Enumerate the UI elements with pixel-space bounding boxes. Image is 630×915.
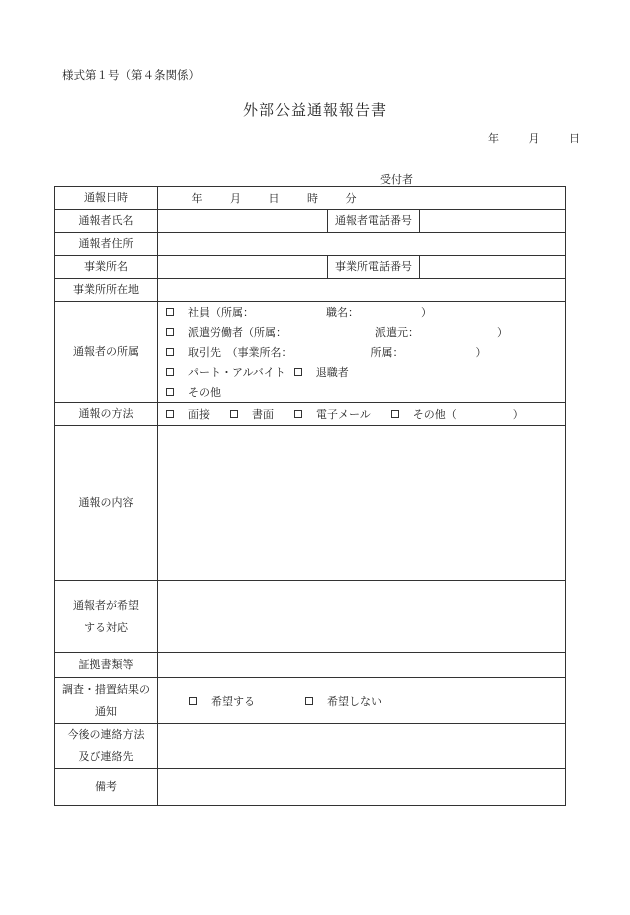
row-notification	[55, 678, 566, 724]
contact-label-line2: 及び連絡先	[78, 750, 134, 763]
affiliation-other[interactable]	[166, 382, 565, 402]
notification-yes: 希望する	[211, 694, 255, 708]
address-label: 通報者住所	[55, 233, 158, 256]
checkbox[interactable]	[166, 388, 174, 396]
other-text: その他	[188, 386, 221, 399]
method-options	[158, 403, 566, 426]
evidence-label: 証拠書類等	[55, 653, 158, 678]
row-office-address	[55, 279, 566, 302]
affiliation-label: 通報者の所属	[55, 302, 158, 403]
row-method	[55, 403, 566, 426]
date-year-label: 年	[488, 132, 499, 145]
datetime-label: 通報日時	[55, 187, 158, 210]
desired-response-label-line2: する対応	[84, 620, 128, 634]
checkbox[interactable]	[230, 410, 238, 418]
checkbox[interactable]	[166, 328, 174, 336]
content-label: 通報の内容	[55, 426, 158, 581]
date-day-label: 日	[569, 132, 580, 145]
dispatched-close: ）	[497, 326, 508, 339]
contact-field[interactable]	[158, 724, 566, 769]
remarks-label: 備考	[55, 769, 158, 806]
row-desired-response	[55, 581, 566, 653]
address-field[interactable]	[158, 233, 566, 256]
row-datetime	[55, 187, 566, 210]
notification-label	[55, 678, 158, 724]
partner-close: ）	[475, 346, 487, 359]
evidence-field[interactable]	[158, 653, 566, 678]
checkbox[interactable]	[166, 368, 174, 376]
office-address-field[interactable]	[158, 279, 566, 302]
method-other: その他（	[412, 408, 457, 421]
checkbox[interactable]	[294, 368, 302, 376]
datetime-minute: 分	[345, 192, 357, 205]
datetime-field[interactable]	[158, 187, 566, 210]
dispatched-source-label: 派遣元：	[375, 326, 419, 339]
method-document: 書面	[252, 408, 274, 421]
row-content	[55, 426, 566, 581]
affiliation-business-partner[interactable]	[166, 342, 565, 362]
part-time-text: パート・アルバイト	[188, 366, 286, 379]
name-phone-field[interactable]	[420, 210, 566, 233]
partner-text: 取引先 （事業所名：	[188, 346, 293, 359]
form-number: 様式第１号（第４条関係）	[62, 68, 200, 82]
content-field[interactable]	[158, 426, 566, 581]
datetime-day: 日	[268, 192, 280, 205]
checkbox[interactable]	[391, 410, 399, 418]
receiver-label: 受付者	[380, 173, 413, 186]
affiliation-dispatched[interactable]	[166, 322, 565, 342]
office-phone-field[interactable]	[420, 256, 566, 279]
report-form-table	[54, 186, 566, 806]
desired-response-label-line1: 通報者が希望	[73, 598, 139, 612]
row-address	[55, 233, 566, 256]
employee-close: ）	[421, 306, 432, 319]
dispatched-text: 派遣労働者（所属：	[188, 326, 287, 339]
affiliation-options	[158, 302, 566, 403]
checkbox[interactable]	[166, 308, 174, 316]
partner-dept-label: 所属：	[370, 346, 404, 359]
name-field[interactable]	[158, 210, 328, 233]
row-evidence	[55, 653, 566, 678]
notification-options	[158, 678, 566, 724]
checkbox[interactable]	[189, 697, 197, 705]
office-field[interactable]	[158, 256, 328, 279]
row-remarks	[55, 769, 566, 806]
page-title: 外部公益通報報告書	[242, 101, 387, 119]
affiliation-employee[interactable]	[166, 302, 565, 322]
notification-label-line1: 調査・措置結果の	[62, 682, 150, 696]
report-date	[488, 130, 580, 146]
date-month-label: 月	[528, 132, 540, 145]
name-label: 通報者氏名	[55, 210, 158, 233]
method-interview: 面接	[188, 408, 210, 421]
checkbox[interactable]	[294, 410, 302, 418]
office-phone-label: 事業所電話番号	[328, 256, 420, 279]
desired-response-label	[55, 581, 158, 653]
method-email: 電子メール	[316, 408, 371, 421]
checkbox[interactable]	[166, 348, 174, 356]
row-affiliation	[55, 302, 566, 403]
method-close: ）	[512, 408, 524, 421]
row-contact	[55, 724, 566, 769]
datetime-month: 月	[230, 192, 241, 205]
affiliation-part-time-retired	[166, 362, 565, 382]
checkbox[interactable]	[305, 697, 313, 705]
checkbox[interactable]	[166, 410, 174, 418]
row-name	[55, 210, 566, 233]
contact-label-line1: 今後の連絡方法	[67, 728, 145, 741]
row-office	[55, 256, 566, 279]
method-label: 通報の方法	[55, 403, 158, 426]
retired-text: 退職者	[315, 366, 349, 379]
datetime-year: 年	[191, 192, 203, 205]
employee-job-label: 職名：	[326, 306, 359, 319]
datetime-hour: 時	[307, 192, 318, 205]
notification-label-line2: 通知	[95, 704, 117, 718]
office-label: 事業所名	[55, 256, 158, 279]
contact-label	[55, 724, 158, 769]
notification-no: 希望しない	[327, 694, 382, 708]
employee-text: 社員（所属：	[188, 306, 254, 319]
remarks-field[interactable]	[158, 769, 566, 806]
desired-response-field[interactable]	[158, 581, 566, 653]
name-phone-label: 通報者電話番号	[328, 210, 420, 233]
office-address-label: 事業所所在地	[55, 279, 158, 302]
